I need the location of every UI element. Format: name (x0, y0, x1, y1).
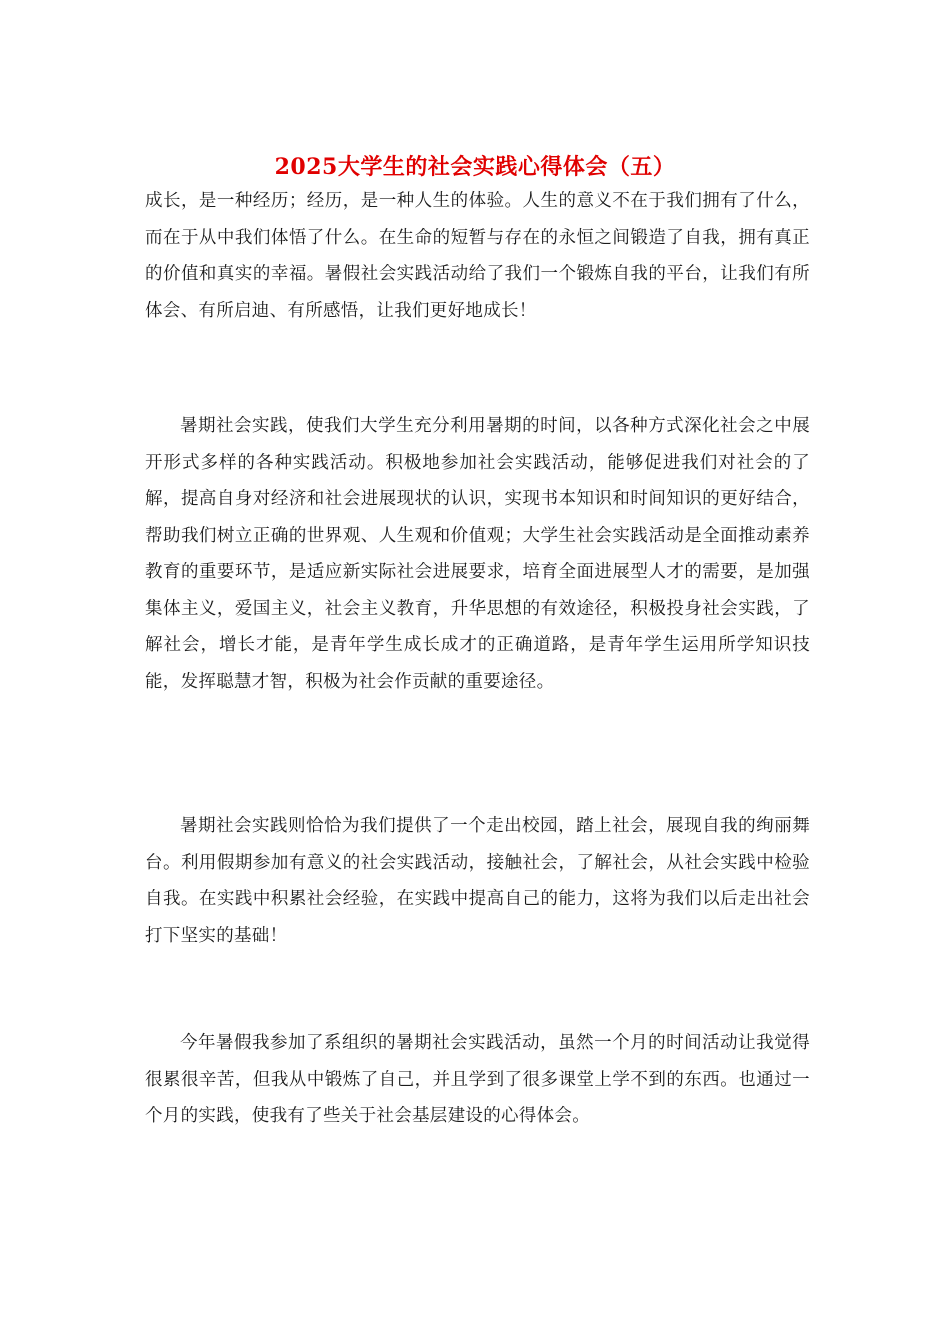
document-title: 2025大学生的社会实践心得体会（五） (274, 154, 676, 180)
paragraph-1: 成长，是一种经历；经历，是一种人生的体验。人生的意义不在于我们拥有了什么，而在于从中我们体悟了什么。在生命的短暂与存在的永恒之间锻造了自我，拥有真正的价值和真实的幸福。暑假社会实践活动给了我们一个锻炼自我的平台，让我们有所体会、有所启迪、有所感悟，让我们更好地成长！ (145, 191, 810, 321)
paragraph-2: 暑期社会实践，使我们大学生充分利用暑期的时间，以各种方式深化社会之中展开形式多样的各种实践活动。积极地参加社会实践活动，能够促进我们对社会的了解，提高自身对经济和社会进展现状的认识，实现书本知识和时间知识的更好结合，帮助我们树立正确的世界观、人生观和价值观；大学生社会实践活动是全面推动素养教育的重要环节，是适应新实际社会进展要求，培育全面进展型人才的需要，是加强集体主义，爱国主义，社会主义教育，升华思想的有效途径，积极投身社会实践，了解社会，增长才能，是青年学生成长成才的正确道路，是青年学生运用所学知识技能，发挥聪慧才智，积极为社会作贡献的重要途径。 (145, 416, 810, 692)
paragraph-4: 今年暑假我参加了系组织的暑期社会实践活动，虽然一个月的时间活动让我觉得很累很辛苦，但我从中锻炼了自己，并且学到了很多课堂上学不到的东西。也通过一个月的实践，使我有了些关于社会基层建设的心得体会。 (145, 1033, 810, 1126)
paragraph-3: 暑期社会实践则恰恰为我们提供了一个走出校园，踏上社会，展现自我的绚丽舞台。利用假期参加有意义的社会实践活动，接触社会，了解社会，从社会实践中检验自我。在实践中积累社会经验，在实践中提高自己的能力，这将为我们以后走出社会打下坚实的基础！ (145, 816, 810, 946)
